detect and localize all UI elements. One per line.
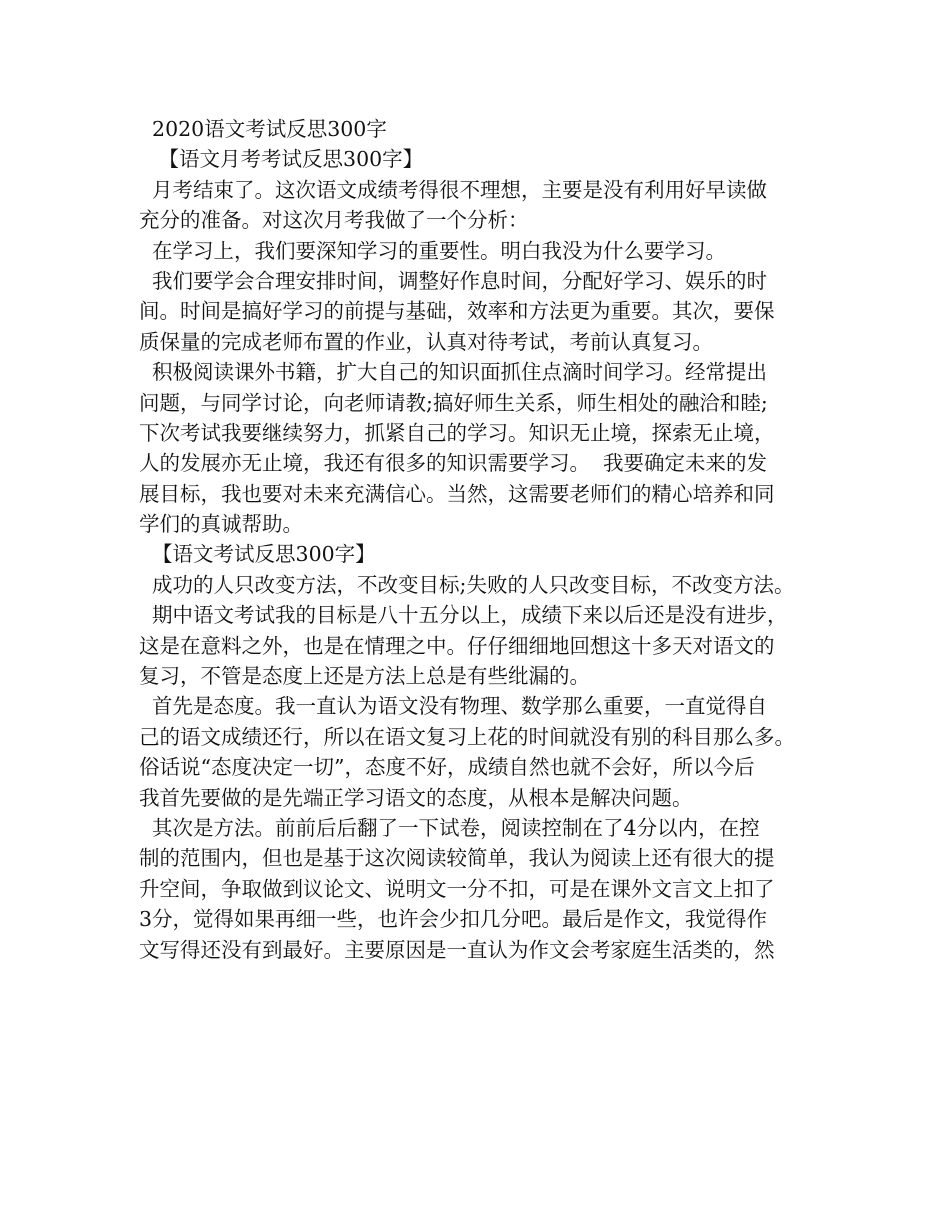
text-line: 首先是态度。我一直认为语文没有物理、数学那么重要，一直觉得自 — [139, 694, 768, 719]
text-line: 问题，与同学讨论，向老师请教;搞好师生关系，师生相处的融洽和睦; — [139, 390, 768, 415]
text-line: 其次是方法。前前后后翻了一下试卷，阅读控制在了4分以内，在控 — [139, 815, 760, 840]
text-line: 期中语文考试我的目标是八十五分以上，成绩下来以后还是没有进步， — [139, 603, 788, 628]
text-line: 在学习上，我们要深知学习的重要性。明白我没为什么要学习。 — [139, 238, 727, 263]
text-line: 学们的真诚帮助。 — [139, 512, 303, 537]
text-line: 我们要学会合理安排时间，调整好作息时间，分配好学习、娱乐的时 — [139, 268, 768, 293]
text-line: 俗话说“态度决定一切”，态度不好，成绩自然也就不会好，所以今后 — [139, 755, 755, 780]
section-heading: 【语文月考考试反思300字】 — [139, 147, 424, 172]
text-line: 积极阅读课外书籍，扩大自己的知识面抓住点滴时间学习。经常提出 — [139, 360, 768, 385]
text-line: 己的语文成绩还行，所以在语文复习上花的时间就没有别的科目那么多。 — [139, 724, 795, 749]
text-line: 这是在意料之外，也是在情理之中。仔仔细细地回想这十多天对语文的 — [139, 633, 775, 658]
text-line: 升空间，争取做到议论文、说明文一分不扣，可是在课外文言文上扣了 — [139, 876, 775, 901]
text-line: 复习，不管是态度上还是方法上总是有些纰漏的。 — [139, 664, 590, 689]
doc-title: 2020语文考试反思300字 — [139, 117, 387, 141]
text-line: 成功的人只改变方法，不改变目标;失败的人只改变目标，不改变方法。 — [139, 572, 795, 597]
text-line: 3分，觉得如果再细一些，也许会少扣几分吧。最后是作文，我觉得作 — [139, 907, 768, 932]
text-line: 展目标，我也要对未来充满信心。当然，这需要老师们的精心培养和同 — [139, 481, 775, 506]
text-line: 我首先要做的是先端正学习语文的态度，从根本是解决问题。 — [139, 785, 693, 810]
document-body — [139, 114, 829, 965]
text-line: 质保量的完成老师布置的作业，认真对待考试，考前认真复习。 — [139, 329, 713, 354]
text-line: 间。时间是搞好学习的前提与基础，效率和方法更为重要。其次，要保 — [139, 299, 775, 324]
text-line: 下次考试我要继续努力，抓紧自己的学习。知识无止境，探索无止境， — [139, 420, 775, 445]
section-heading: 【语文考试反思300字】 — [139, 542, 376, 567]
text-line: 制的范围内，但也是基于这次阅读较简单，我认为阅读上还有很大的提 — [139, 846, 775, 871]
text-line: 充分的准备。对这次月考我做了一个分析： — [139, 208, 529, 233]
text-line: 月考结束了。这次语文成绩考得很不理想，主要是没有利用好早读做 — [139, 177, 768, 202]
text-line: 人的发展亦无止境，我还有很多的知识需要学习。 我要确定未来的发 — [139, 451, 768, 476]
text-line: 文写得还没有到最好。主要原因是一直认为作文会考家庭生活类的，然 — [139, 937, 775, 962]
